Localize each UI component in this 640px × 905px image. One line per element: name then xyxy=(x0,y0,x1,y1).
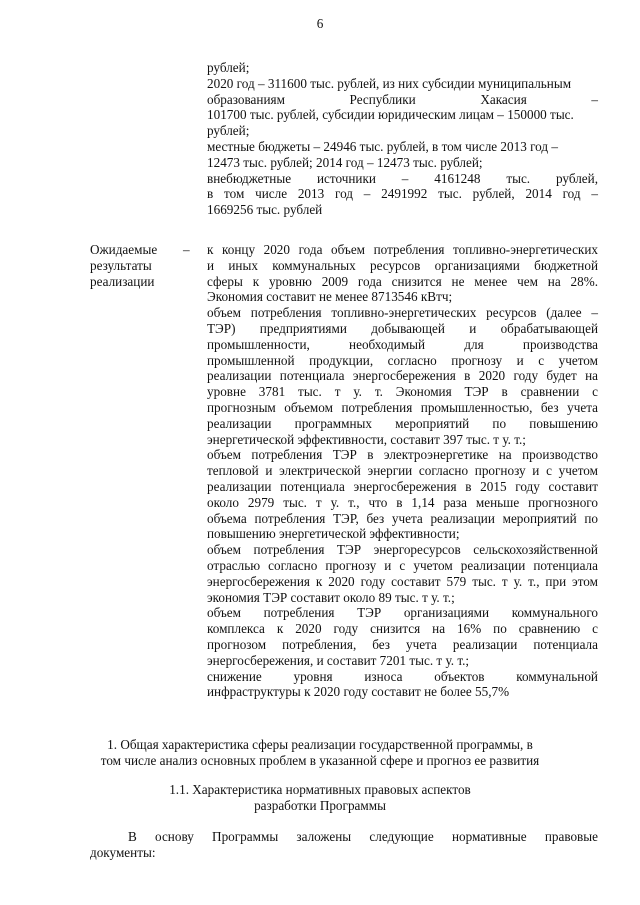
funding-line: рублей; xyxy=(207,60,250,75)
results-line: объем потребления топливно-энергетических ресурсов (далее – xyxy=(207,305,598,321)
results-label-line: Ожидаемые xyxy=(90,242,158,257)
results-line: промышленности, необходимый для производства xyxy=(207,336,598,352)
results-line: инфраструктуры к 2020 году составит не более 55,7% xyxy=(207,684,510,700)
funding-line: в том числе 2013 год – 2491992 тыс. рублей, 2014 год – xyxy=(207,186,598,202)
funding-line: местные бюджеты – 24946 тыс. рублей, в том числе 2013 год – xyxy=(207,138,558,154)
results-line: уровне 3781 тыс. т у. т. Экономия ТЭР в сравнении с xyxy=(207,384,598,400)
page-number: 6 xyxy=(316,16,324,31)
results-line: прогнозным объемом потребления промышленностью, без учета xyxy=(207,399,598,415)
funding-line: образованиям Республики Хакасия – xyxy=(207,91,598,107)
funding-line: внебюджетные источники – 4161248 тыс. рублей, xyxy=(207,170,598,186)
section-heading xyxy=(40,737,600,769)
results-line: реализации потенциала энергосбережения в 2015 году составит xyxy=(207,478,598,494)
results-line: энергосбережения к 2020 году составит 579 тыс. т у. т., при этом xyxy=(207,573,598,589)
results-label-line: реализации xyxy=(90,273,155,289)
funding-line: 2020 год – 311600 тыс. рублей, из них субсидии муниципальным xyxy=(207,75,572,91)
section-heading-line: 1. Общая характеристика сферы реализации государственной программы, в xyxy=(107,737,533,752)
results-label xyxy=(90,242,180,289)
results-line: около 2979 тыс. т у. т., что в 1,14 раза меньше прогнозного xyxy=(207,494,598,510)
results-block xyxy=(207,242,598,700)
results-label-line: результаты xyxy=(90,257,152,273)
section-heading-line: том числе анализ основных проблем в указанной сфере и прогноз ее развития xyxy=(100,752,540,768)
results-line: реализации программных мероприятий по повышению xyxy=(207,415,598,431)
funding-line: 1669256 тыс. рублей xyxy=(207,202,323,218)
results-line: повышению энергетической эффективности; xyxy=(207,526,460,542)
results-line: тепловой и электрической энергии согласно прогнозу и с учетом xyxy=(207,463,598,479)
body-line: документы: xyxy=(90,844,156,860)
results-dash: – xyxy=(183,242,190,257)
results-line: отраслью согласно прогнозу и с учетом реализации потенциала xyxy=(207,557,598,573)
results-line: сферы к уровню 2009 года снизится не менее чем на 28%. xyxy=(207,273,598,289)
results-line: экономия ТЭР составит около 89 тыс. т у. т.; xyxy=(207,589,455,605)
funding-line: рублей; xyxy=(207,123,250,139)
results-line: энергосбережения, и составит 7201 тыс. т у. т.; xyxy=(207,652,470,668)
body-line: В основу Программы заложены следующие нормативные правовые xyxy=(128,829,598,844)
results-line: ТЭР) предприятиями добывающей и обрабатывающей xyxy=(207,320,598,336)
funding-block xyxy=(207,60,598,218)
funding-line: 12473 тыс. рублей; 2014 год – 12473 тыс. рублей; xyxy=(207,154,483,170)
results-line: комплекса к 2020 году снизится на 16% по сравнению с xyxy=(207,621,598,637)
body-paragraph xyxy=(90,829,598,861)
results-line: прогнозом потребления, без учета реализации потенциала xyxy=(207,636,598,652)
results-line: объем потребления ТЭР энергоресурсов сельскохозяйственной xyxy=(207,542,598,558)
results-line: и иных коммунальных ресурсов организациями бюджетной xyxy=(207,257,598,273)
subsection-heading xyxy=(40,782,600,814)
results-line: объема потребления ТЭР, без учета реализации мероприятий по xyxy=(207,510,598,526)
funding-line: 101700 тыс. рублей, субсидии юридическим лицам – 150000 тыс. xyxy=(207,107,574,123)
results-line: энергетической эффективности, составит 397 тыс. т у. т.; xyxy=(207,431,526,447)
results-line: объем потребления ТЭР в электроэнергетике на производство xyxy=(207,447,598,463)
results-line: промышленной продукции, согласно прогнозу и с учетом xyxy=(207,352,598,368)
results-line: снижение уровня износа объектов коммунальной xyxy=(207,668,598,684)
results-line: Экономия составит не менее 8713546 кВтч; xyxy=(207,289,453,305)
results-line: реализации потенциала энергосбережения в 2020 году будет на xyxy=(207,368,598,384)
results-line: объем потребления ТЭР организациями коммунального xyxy=(207,605,598,621)
subsection-heading-line: 1.1. Характеристика нормативных правовых аспектов xyxy=(169,782,471,797)
subsection-heading-line: разработки Программы xyxy=(254,797,386,813)
results-line: к концу 2020 года объем потребления топливно-энергетических xyxy=(207,242,598,257)
